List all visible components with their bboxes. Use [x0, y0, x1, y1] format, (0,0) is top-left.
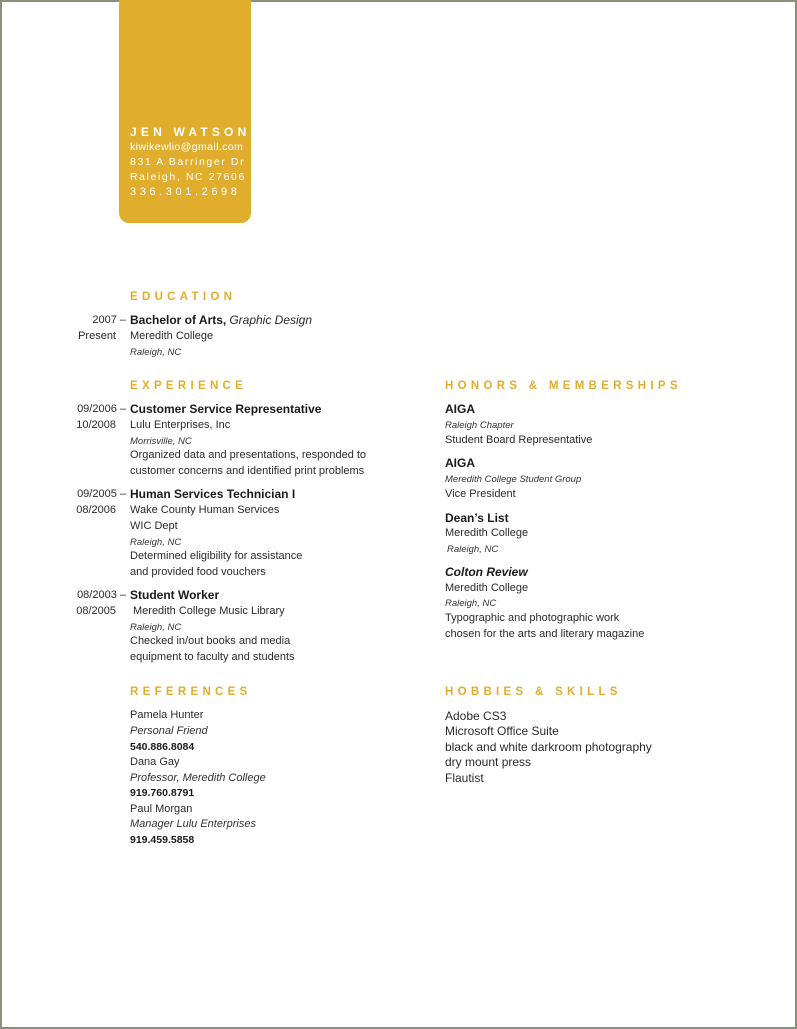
- honor2-detail: Meredith College Student Group: [445, 474, 582, 485]
- honor4-extra: Meredith College: [445, 582, 529, 594]
- ref3-relation: Manager Lulu Enterprises: [130, 818, 256, 830]
- exp1-location: Morrisville, NC: [130, 436, 192, 447]
- ref2-name: Dana Gay: [130, 756, 180, 768]
- ref2-relation: Professor, Meredith College: [130, 772, 266, 784]
- ref1-phone: 540.886.8084: [130, 741, 195, 753]
- edu-location: Raleigh, NC: [130, 347, 182, 358]
- exp3-desc-1: Checked in/out books and media: [130, 635, 291, 647]
- ref3-phone: 919.459.5858: [130, 834, 195, 846]
- education-heading: EDUCATION: [130, 291, 237, 303]
- honor1-name: AIGA: [445, 402, 475, 416]
- exp2-desc-2: and provided food vouchers: [130, 566, 266, 578]
- honor3-extra: Meredith College: [445, 527, 529, 539]
- exp3-date-start: 08/2003 –: [77, 589, 126, 601]
- exp3-org: Meredith College Music Library: [133, 605, 285, 617]
- hobby-item: black and white darkroom photography: [445, 740, 652, 754]
- honor4-desc-2: chosen for the arts and literary magazine: [445, 628, 645, 640]
- exp3-location: Raleigh, NC: [130, 622, 182, 633]
- ref1-name: Pamela Hunter: [130, 709, 204, 721]
- honor2-name: AIGA: [445, 456, 475, 470]
- exp2-role: Human Services Technician I: [130, 487, 296, 501]
- honor3-detail: Raleigh, NC: [447, 544, 499, 555]
- edu-school: Meredith College: [130, 330, 214, 342]
- edu-date-end: Present: [78, 330, 116, 342]
- ref1-relation: Personal Friend: [130, 725, 208, 737]
- edu-major: Graphic Design: [229, 313, 313, 327]
- exp1-desc-2: customer concerns and identified print problems: [130, 465, 365, 477]
- exp1-date-start: 09/2006 –: [77, 403, 126, 415]
- honor2-extra: Vice President: [445, 488, 516, 500]
- honor4-detail: Raleigh, NC: [445, 598, 497, 609]
- hobby-item: dry mount press: [445, 755, 532, 769]
- address: 831 A Barringer Dr: [130, 156, 246, 168]
- applicant-name: JEN WATSON: [130, 125, 251, 139]
- exp1-desc-1: Organized data and presentations, responded to: [130, 449, 367, 461]
- hobby-item: Adobe CS3: [445, 709, 507, 723]
- exp1-org: Lulu Enterprises, Inc: [130, 419, 231, 431]
- phone: 336.301.2698: [130, 186, 241, 198]
- hobby-item: Flautist: [445, 771, 484, 785]
- honor1-extra: Student Board Representative: [445, 434, 593, 446]
- hobbies-heading: HOBBIES & SKILLS: [445, 686, 622, 698]
- edu-date-start: 2007 –: [92, 314, 126, 326]
- ref2-phone: 919.760.8791: [130, 787, 195, 799]
- city: Raleigh, NC 27606: [130, 171, 246, 183]
- exp1-date-end: 10/2008: [76, 419, 116, 431]
- honors-heading: HONORS & MEMBERSHIPS: [445, 380, 682, 392]
- exp2-date-start: 09/2005 –: [77, 488, 126, 500]
- honor3-name: Dean’s List: [445, 511, 509, 525]
- experience-heading: EXPERIENCE: [130, 380, 248, 392]
- edu-degree-line: [130, 313, 312, 327]
- exp3-date-end: 08/2005: [76, 605, 116, 617]
- honor1-detail: Raleigh Chapter: [445, 420, 514, 431]
- exp1-role: Customer Service Representative: [130, 402, 322, 416]
- honor4-desc-1: Typographic and photographic work: [445, 612, 620, 624]
- ref3-name: Paul Morgan: [130, 803, 193, 815]
- references-heading: REFERENCES: [130, 686, 252, 698]
- email[interactable]: kiwikewlio@gmail.com: [130, 141, 244, 153]
- exp2-org: Wake County Human Services: [130, 504, 280, 516]
- exp2-org2: WIC Dept: [130, 520, 178, 532]
- hobby-item: Microsoft Office Suite: [445, 724, 559, 738]
- edu-degree: Bachelor of Arts,: [130, 313, 227, 327]
- exp2-date-end: 08/2006: [76, 504, 116, 516]
- exp2-desc-1: Determined eligibility for assistance: [130, 550, 303, 562]
- honor4-name: Colton Review: [445, 565, 528, 579]
- exp3-desc-2: equipment to faculty and students: [130, 651, 295, 663]
- exp2-location: Raleigh, NC: [130, 537, 182, 548]
- exp3-role: Student Worker: [130, 588, 220, 602]
